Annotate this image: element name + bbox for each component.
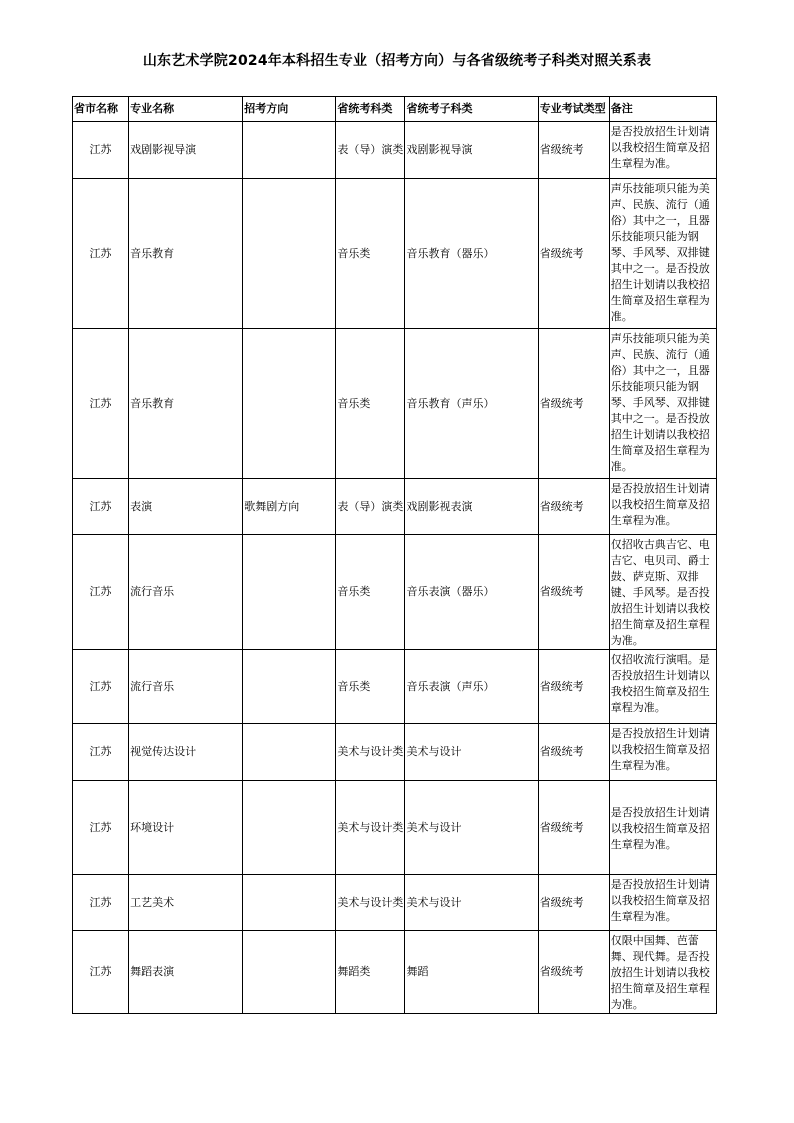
header-note: 备注 — [609, 97, 716, 122]
cell-subcategory: 美术与设计 — [405, 875, 538, 931]
table-row — [73, 650, 717, 724]
cell-province: 江苏 — [73, 329, 129, 479]
cell-category: 表（导）演类 — [336, 122, 405, 179]
cell-province: 江苏 — [73, 724, 129, 781]
cell-exam-type: 省级统考 — [538, 724, 609, 781]
cell-exam-type: 省级统考 — [538, 479, 609, 535]
cell-province: 江苏 — [73, 650, 129, 724]
cell-major: 舞蹈表演 — [129, 931, 243, 1014]
cell-exam-type: 省级统考 — [538, 781, 609, 875]
cell-province: 江苏 — [73, 179, 129, 329]
cell-subcategory: 音乐教育（器乐） — [405, 179, 538, 329]
header-exam-type: 专业考试类型 — [538, 97, 609, 122]
cell-subcategory: 舞蹈 — [405, 931, 538, 1014]
cell-note: 是否投放招生计划请以我校招生简章及招生章程为准。 — [609, 875, 716, 931]
cell-major: 表演 — [129, 479, 243, 535]
cell-province: 江苏 — [73, 781, 129, 875]
cell-note: 是否投放招生计划请以我校招生简章及招生章程为准。 — [609, 781, 716, 875]
cell-exam-type: 省级统考 — [538, 650, 609, 724]
cell-note: 仅招收流行演唱。是否投放招生计划请以我校招生简章及招生章程为准。 — [609, 650, 716, 724]
cell-major: 流行音乐 — [129, 650, 243, 724]
cell-direction — [243, 650, 336, 724]
cell-direction — [243, 875, 336, 931]
mapping-table — [72, 96, 717, 1014]
cell-province: 江苏 — [73, 875, 129, 931]
table-row — [73, 122, 717, 179]
table-row — [73, 931, 717, 1014]
cell-exam-type: 省级统考 — [538, 875, 609, 931]
cell-subcategory: 音乐教育（声乐） — [405, 329, 538, 479]
cell-major: 戏剧影视导演 — [129, 122, 243, 179]
cell-subcategory: 戏剧影视导演 — [405, 122, 538, 179]
cell-category: 音乐类 — [336, 650, 405, 724]
cell-category: 音乐类 — [336, 535, 405, 650]
table-row — [73, 724, 717, 781]
header-category: 省统考科类 — [336, 97, 405, 122]
cell-major: 音乐教育 — [129, 179, 243, 329]
cell-major: 流行音乐 — [129, 535, 243, 650]
cell-note: 仅限中国舞、芭蕾舞、现代舞。是否投放招生计划请以我校招生简章及招生章程为准。 — [609, 931, 716, 1014]
cell-note: 是否投放招生计划请以我校招生简章及招生章程为准。 — [609, 479, 716, 535]
cell-category: 音乐类 — [336, 329, 405, 479]
cell-exam-type: 省级统考 — [538, 329, 609, 479]
cell-direction: 歌舞剧方向 — [243, 479, 336, 535]
table-row — [73, 329, 717, 479]
cell-province: 江苏 — [73, 535, 129, 650]
cell-subcategory: 美术与设计 — [405, 724, 538, 781]
cell-category: 美术与设计类 — [336, 781, 405, 875]
cell-note: 仅招收古典吉它、电吉它、电贝司、爵士鼓、萨克斯、双排键、手风琴。是否投放招生计划请以我校招生简章及招生章程为准。 — [609, 535, 716, 650]
table-row — [73, 179, 717, 329]
cell-exam-type: 省级统考 — [538, 179, 609, 329]
cell-direction — [243, 781, 336, 875]
cell-major: 音乐教育 — [129, 329, 243, 479]
cell-direction — [243, 724, 336, 781]
header-subcategory: 省统考子科类 — [405, 97, 538, 122]
table-row — [73, 875, 717, 931]
cell-subcategory: 戏剧影视表演 — [405, 479, 538, 535]
cell-note: 声乐技能项只能为美声、民族、流行（通俗）其中之一，且器乐技能项只能为钢琴、手风琴、双排键其中之一。是否投放招生计划请以我校招生简章及招生章程为准。 — [609, 179, 716, 329]
cell-note: 是否投放招生计划请以我校招生简章及招生章程为准。 — [609, 724, 716, 781]
header-major: 专业名称 — [129, 97, 243, 122]
cell-category: 音乐类 — [336, 179, 405, 329]
cell-subcategory: 音乐表演（器乐） — [405, 535, 538, 650]
table-row — [73, 781, 717, 875]
document-title: 山东艺术学院2024年本科招生专业（招考方向）与各省级统考子科类对照关系表 — [142, 53, 652, 69]
cell-category: 表（导）演类 — [336, 479, 405, 535]
cell-direction — [243, 535, 336, 650]
table-row — [73, 535, 717, 650]
table-header-row — [73, 97, 717, 122]
cell-category: 舞蹈类 — [336, 931, 405, 1014]
cell-exam-type: 省级统考 — [538, 931, 609, 1014]
cell-direction — [243, 931, 336, 1014]
cell-major: 视觉传达设计 — [129, 724, 243, 781]
header-province: 省市名称 — [73, 97, 129, 122]
cell-major: 环境设计 — [129, 781, 243, 875]
cell-subcategory: 音乐表演（声乐） — [405, 650, 538, 724]
cell-province: 江苏 — [73, 122, 129, 179]
cell-note: 声乐技能项只能为美声、民族、流行（通俗）其中之一，且器乐技能项只能为钢琴、手风琴、双排键其中之一。是否投放招生计划请以我校招生简章及招生章程为准。 — [609, 329, 716, 479]
cell-category: 美术与设计类 — [336, 875, 405, 931]
cell-major: 工艺美术 — [129, 875, 243, 931]
cell-exam-type: 省级统考 — [538, 122, 609, 179]
header-direction: 招考方向 — [243, 97, 336, 122]
cell-exam-type: 省级统考 — [538, 535, 609, 650]
cell-subcategory: 美术与设计 — [405, 781, 538, 875]
table-row — [73, 479, 717, 535]
cell-direction — [243, 329, 336, 479]
cell-province: 江苏 — [73, 931, 129, 1014]
cell-province: 江苏 — [73, 479, 129, 535]
cell-direction — [243, 122, 336, 179]
cell-note: 是否投放招生计划请以我校招生简章及招生章程为准。 — [609, 122, 716, 179]
cell-direction — [243, 179, 336, 329]
cell-category: 美术与设计类 — [336, 724, 405, 781]
